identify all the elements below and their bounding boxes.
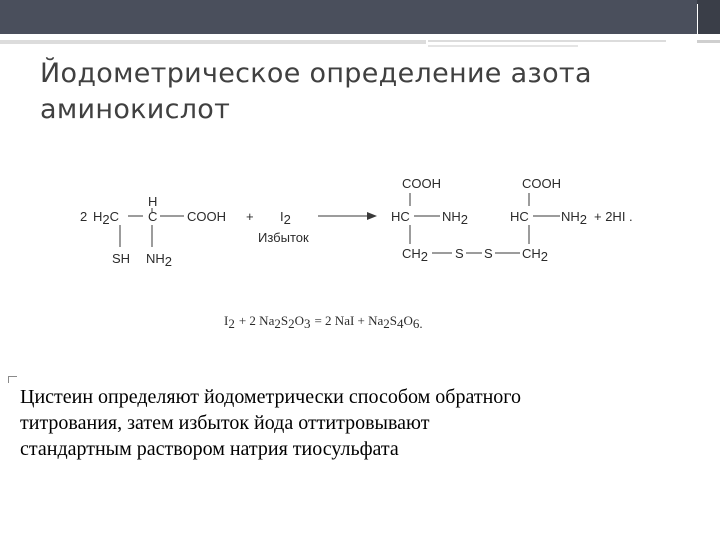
eq-s: S: [280, 313, 289, 328]
nh2-reactant-sub: 2: [164, 254, 173, 269]
ch2-right-sub: 2: [540, 249, 549, 264]
cooh-product-2: COOH: [522, 176, 561, 191]
reaction-arrow-head: [367, 212, 377, 220]
eq-na-sub-1: 2: [274, 316, 281, 331]
eq-mid: = 2 NaI + Na: [314, 313, 384, 328]
iodine-sub: 2: [283, 212, 291, 227]
eq-i-sub: 2: [228, 316, 235, 331]
plus-2hi: + 2HI .: [594, 209, 633, 224]
eq-na-sub-2: 2: [383, 316, 390, 331]
thiosulfate-equation: [224, 313, 423, 331]
plus-sign-1: +: [246, 209, 254, 224]
h2c-c: C: [109, 209, 120, 224]
ch2-left: [402, 246, 428, 264]
nh2-reactant-nh: NH: [146, 251, 165, 266]
eq-o-b: O: [403, 313, 413, 328]
ch2-right: [522, 246, 548, 264]
equation-line: [224, 313, 423, 331]
body-line-2: титрования, затем избыток йода оттитровывают: [20, 412, 430, 434]
sh-label: SH: [112, 251, 131, 266]
nh2-reactant: [146, 251, 172, 269]
eq-s-sub-2: 4: [397, 316, 404, 331]
body-line-1: Цистеин определяют йодометрически способом обратного: [20, 386, 521, 408]
ch2-left-sub: 2: [420, 249, 429, 264]
cooh-reactant: COOH: [187, 209, 226, 224]
eq-i: I: [224, 313, 229, 328]
body-text: [20, 384, 710, 462]
slide-title-line-1: Йодометрическое определение азота: [40, 58, 592, 89]
eq-plus-na: + 2 Na: [238, 313, 275, 328]
sulfur-1: S: [455, 246, 464, 261]
c-center-label: C: [148, 209, 158, 224]
excess-label: Избыток: [258, 230, 309, 245]
h2c-h: H: [93, 209, 103, 224]
eq-end: .: [419, 316, 423, 331]
hc-1: HC: [391, 209, 410, 224]
eq-s-sub-1: 2: [288, 316, 295, 331]
iodine-i: I: [280, 209, 284, 224]
hc-2: HC: [510, 209, 529, 224]
nh2-product-1: [442, 209, 468, 227]
eq-o-sub-1: 3: [303, 316, 311, 331]
h2c-label: [93, 209, 119, 227]
ch2-right-ch: CH: [522, 246, 541, 261]
ch2-left-ch: CH: [402, 246, 421, 261]
eq-s-b: S: [389, 313, 398, 328]
nh2-product-1-nh: NH: [442, 209, 461, 224]
nh2-product-2: [561, 209, 587, 227]
body-line-3: стандартным раствором натрия тиосульфата: [20, 438, 399, 460]
nh2-product-2-sub: 2: [579, 212, 588, 227]
h-top-label: H: [148, 194, 158, 209]
slide-title-line-2: аминокислот: [40, 94, 231, 125]
nh2-product-2-nh: NH: [561, 209, 580, 224]
text-box-corner: [8, 376, 17, 383]
h2c-subscript: 2: [102, 212, 110, 227]
nh2-product-1-sub: 2: [460, 212, 469, 227]
iodine-reagent: [280, 209, 291, 227]
cooh-product-1: COOH: [402, 176, 441, 191]
coefficient-2: 2: [80, 209, 88, 224]
eq-o-sub-2: 6: [412, 316, 420, 331]
sulfur-2: S: [484, 246, 493, 261]
eq-o: O: [294, 313, 304, 328]
